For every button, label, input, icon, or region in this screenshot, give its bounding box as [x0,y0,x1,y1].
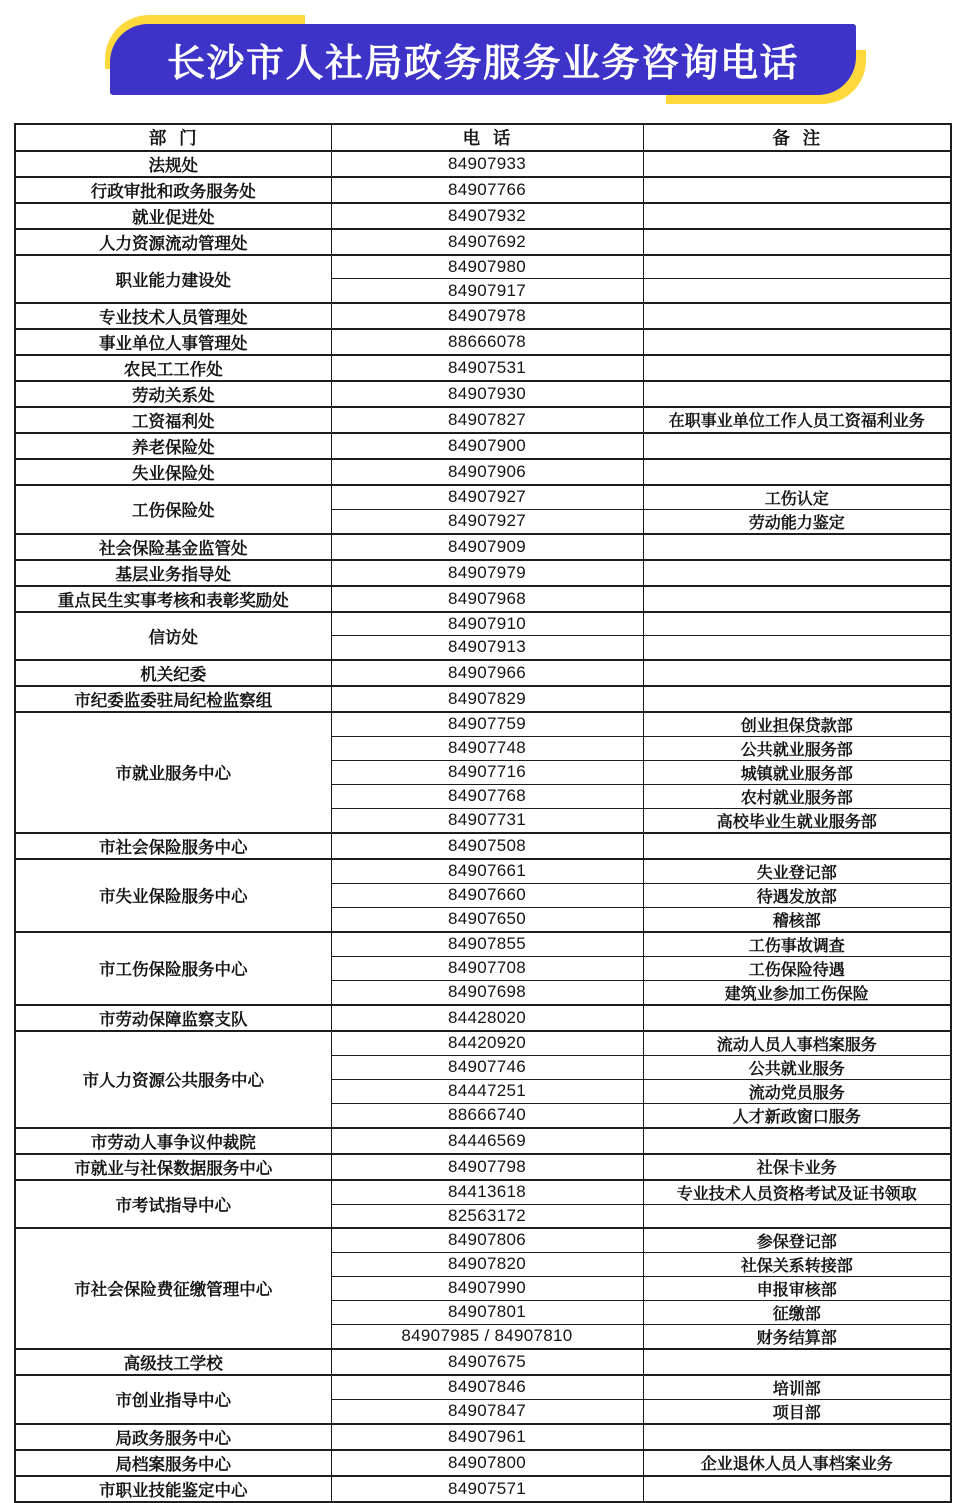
note-cell [643,255,951,279]
phone-cell: 84907829 [331,686,643,712]
note-cell: 流动党员服务 [643,1079,951,1103]
department-cell: 重点民生实事考核和表彰奖励处 [15,586,331,612]
table-row [15,255,951,279]
note-cell: 培训部 [643,1375,951,1400]
phone-table-body [15,151,951,1502]
note-cell: 劳动能力鉴定 [643,509,951,534]
note-cell [643,355,951,381]
note-cell [643,433,951,459]
department-cell: 市就业服务中心 [15,712,331,833]
department-cell: 行政审批和政务服务处 [15,177,331,203]
department-cell: 人力资源流动管理处 [15,229,331,255]
note-cell: 企业退休人员人事档案业务 [643,1450,951,1476]
department-cell: 市人力资源公共服务中心 [15,1031,331,1128]
phone-cell: 84907531 [331,355,643,381]
header-row [15,124,951,151]
header-department: 部 门 [15,124,331,151]
note-cell [643,612,951,636]
department-cell: 农民工工作处 [15,355,331,381]
department-cell: 信访处 [15,612,331,660]
phone-cell: 84907768 [331,784,643,808]
phone-cell: 84907820 [331,1252,643,1276]
note-cell: 工伤认定 [643,485,951,510]
table-row [15,177,951,203]
table-row [15,859,951,884]
phone-cell: 84907917 [331,279,643,303]
note-cell: 参保登记部 [643,1228,951,1253]
phone-cell: 84907847 [331,1399,643,1424]
note-cell: 城镇就业服务部 [643,760,951,784]
banner-background [110,24,856,95]
note-cell: 失业登记部 [643,859,951,884]
phone-cell: 84907980 [331,255,643,279]
note-cell: 在职事业单位工作人员工资福利业务 [643,407,951,433]
note-cell [643,459,951,485]
department-cell: 基层业务指导处 [15,560,331,586]
phone-cell: 84907650 [331,907,643,932]
table-row [15,151,951,177]
note-cell: 专业技术人员资格考试及证书领取 [643,1180,951,1205]
note-cell: 建筑业参加工伤保险 [643,980,951,1005]
department-cell: 市纪委监委驻局纪检监察组 [15,686,331,712]
phone-cell: 88666740 [331,1103,643,1128]
phone-cell: 84907766 [331,177,643,203]
note-cell: 征缴部 [643,1300,951,1324]
department-cell: 市就业与社保数据服务中心 [15,1154,331,1180]
phone-cell: 84907900 [331,433,643,459]
table-row [15,560,951,586]
note-cell [643,229,951,255]
phone-cell: 84907979 [331,560,643,586]
table-row [15,586,951,612]
phone-cell: 84907660 [331,883,643,907]
table-row [15,1375,951,1400]
department-cell: 市社会保险费征缴管理中心 [15,1228,331,1349]
note-cell: 人才新政窗口服务 [643,1103,951,1128]
note-cell [643,586,951,612]
phone-cell: 84907855 [331,932,643,957]
phone-cell: 84413618 [331,1180,643,1205]
department-cell: 事业单位人事管理处 [15,329,331,355]
note-cell: 公共就业服务部 [643,736,951,760]
phone-cell: 84907932 [331,203,643,229]
department-cell: 工资福利处 [15,407,331,433]
note-cell [643,1349,951,1375]
phone-cell: 84907913 [331,636,643,660]
table-row [15,1476,951,1502]
phone-cell: 84907798 [331,1154,643,1180]
note-cell: 项目部 [643,1399,951,1424]
note-cell [643,660,951,686]
phone-cell: 84907661 [331,859,643,884]
table-row [15,534,951,560]
phone-cell: 84907966 [331,660,643,686]
phone-cell: 84907846 [331,1375,643,1400]
note-cell: 申报审核部 [643,1276,951,1300]
table-row [15,433,951,459]
phone-cell: 84907985 / 84907810 [331,1324,643,1349]
department-cell: 就业促进处 [15,203,331,229]
note-cell [643,381,951,407]
department-cell: 养老保险处 [15,433,331,459]
phone-cell: 84907927 [331,485,643,510]
note-cell [643,151,951,177]
phone-cell: 84446569 [331,1128,643,1154]
phone-cell: 84907906 [331,459,643,485]
department-cell: 局档案服务中心 [15,1450,331,1476]
note-cell: 稽核部 [643,907,951,932]
table-row [15,660,951,686]
note-cell: 流动人员人事档案服务 [643,1031,951,1056]
phone-directory-table [14,123,952,1503]
phone-cell: 84907698 [331,980,643,1005]
department-cell: 机关纪委 [15,660,331,686]
phone-cell: 84428020 [331,1005,643,1031]
department-cell: 市考试指导中心 [15,1180,331,1228]
table-row [15,303,951,329]
table-row [15,686,951,712]
department-cell: 失业保险处 [15,459,331,485]
table-row [15,1228,951,1253]
table-row [15,1180,951,1205]
table-row [15,329,951,355]
table-header [15,124,951,151]
note-cell: 待遇发放部 [643,883,951,907]
department-cell: 市失业保险服务中心 [15,859,331,932]
department-cell: 市社会保险服务中心 [15,833,331,859]
department-cell: 市工伤保险服务中心 [15,932,331,1005]
note-cell [643,1424,951,1450]
phone-cell: 84907716 [331,760,643,784]
note-cell: 社保卡业务 [643,1154,951,1180]
phone-cell: 84420920 [331,1031,643,1056]
phone-cell: 84907909 [331,534,643,560]
phone-cell: 84907961 [331,1424,643,1450]
phone-cell: 84907827 [331,407,643,433]
phone-cell: 84907933 [331,151,643,177]
header-phone: 电 话 [331,124,643,151]
table-row [15,1128,951,1154]
note-cell [643,1476,951,1502]
department-cell: 市职业技能鉴定中心 [15,1476,331,1502]
department-cell: 社会保险基金监管处 [15,534,331,560]
phone-cell: 82563172 [331,1204,643,1228]
note-cell [643,686,951,712]
table-row [15,833,951,859]
page-title: 长沙市人社局政务服务业务咨询电话 [166,43,799,85]
department-cell: 劳动关系处 [15,381,331,407]
table-row [15,1005,951,1031]
note-cell [643,534,951,560]
phone-cell: 84907968 [331,586,643,612]
note-cell [643,833,951,859]
table-row [15,381,951,407]
phone-cell: 84907930 [331,381,643,407]
table-row [15,407,951,433]
phone-cell: 84907978 [331,303,643,329]
department-cell: 专业技术人员管理处 [15,303,331,329]
department-cell: 市创业指导中心 [15,1375,331,1424]
phone-cell: 84907508 [331,833,643,859]
department-cell: 高级技工学校 [15,1349,331,1375]
table-row [15,229,951,255]
note-cell [643,177,951,203]
table-row [15,459,951,485]
phone-cell: 84907759 [331,712,643,737]
note-cell: 社保关系转接部 [643,1252,951,1276]
table-row [15,355,951,381]
note-cell: 工伤事故调查 [643,932,951,957]
table-row [15,485,951,510]
note-cell [643,329,951,355]
note-cell [643,279,951,303]
note-cell: 工伤保险待遇 [643,956,951,980]
note-cell: 高校毕业生就业服务部 [643,808,951,833]
table-row [15,1349,951,1375]
phone-cell: 84907800 [331,1450,643,1476]
note-cell: 公共就业服务 [643,1055,951,1079]
note-cell: 农村就业服务部 [643,784,951,808]
department-cell: 工伤保险处 [15,485,331,534]
phone-cell: 84907990 [331,1276,643,1300]
department-cell: 职业能力建设处 [15,255,331,303]
phone-cell: 84907692 [331,229,643,255]
phone-cell: 84907746 [331,1055,643,1079]
table-row [15,612,951,636]
phone-cell: 84907927 [331,509,643,534]
phone-cell: 84907748 [331,736,643,760]
phone-cell: 84907708 [331,956,643,980]
table-row [15,1424,951,1450]
note-cell [643,560,951,586]
phone-cell: 84907675 [331,1349,643,1375]
title-banner [110,24,856,95]
phone-cell: 84907731 [331,808,643,833]
note-cell [643,303,951,329]
phone-cell: 84907571 [331,1476,643,1502]
phone-cell: 84907910 [331,612,643,636]
department-cell: 局政务服务中心 [15,1424,331,1450]
table-row [15,203,951,229]
phone-cell: 88666078 [331,329,643,355]
note-cell [643,1128,951,1154]
note-cell [643,1204,951,1228]
department-cell: 市劳动保障监察支队 [15,1005,331,1031]
phone-cell: 84907801 [331,1300,643,1324]
department-cell: 法规处 [15,151,331,177]
table-row [15,1031,951,1056]
note-cell [643,203,951,229]
note-cell: 财务结算部 [643,1324,951,1349]
phone-cell: 84447251 [331,1079,643,1103]
table-row [15,932,951,957]
table-row [15,1154,951,1180]
phone-cell: 84907806 [331,1228,643,1253]
table-row [15,712,951,737]
department-cell: 市劳动人事争议仲裁院 [15,1128,331,1154]
header-remark: 备 注 [643,124,951,151]
note-cell [643,636,951,660]
note-cell [643,1005,951,1031]
note-cell: 创业担保贷款部 [643,712,951,737]
